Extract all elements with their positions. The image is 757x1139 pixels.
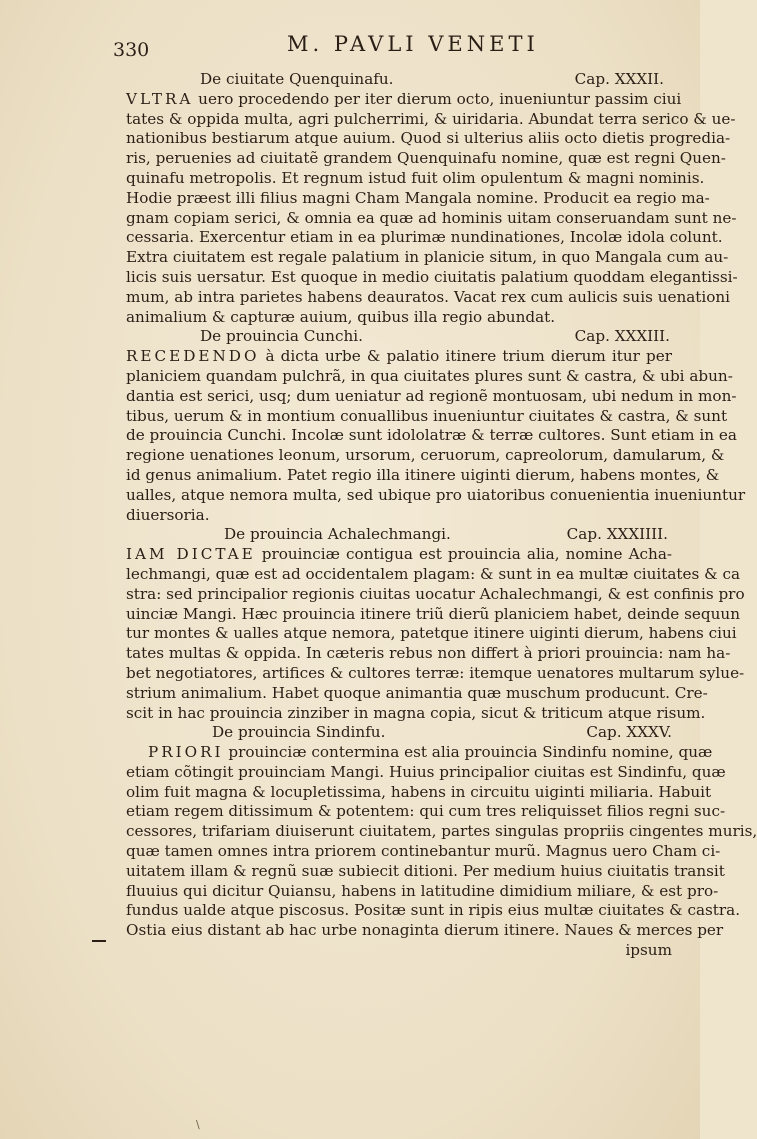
text-line: Ostia eius distant ab hac urbe nonaginta dierum itinere. Naues & merces per xyxy=(126,921,724,940)
margin-mark xyxy=(92,940,106,942)
text-block xyxy=(126,70,757,961)
text-line: bet negotiatores, artifices & cultores terræ: itemque uenatores multarum sylue- xyxy=(126,663,745,682)
text-line: nationibus bestiarum atque auium. Quod si ulterius aliis octo dietis progredia- xyxy=(126,129,731,148)
text-line: uinciæ Mangi. Hæc prouincia itinere triũ dierũ planiciem habet, deinde sequun xyxy=(126,604,740,623)
text-line: cessaria. Exercentur etiam in ea plurimæ nundinationes, Incolæ idola colunt. xyxy=(126,228,723,247)
text-line: mum, ab intra parietes habens deauratos. Vacat rex cum aulicis suis uenationi xyxy=(126,287,731,306)
opening-capitals: PRIORI xyxy=(148,743,224,762)
opening-capitals: VLTRA xyxy=(126,89,194,108)
text-line: planiciem quandam pulchrã, in qua ciuitates plures sunt & castra, & ubi abun- xyxy=(126,366,733,385)
chapter-heading xyxy=(126,327,672,347)
text-line: VLTRA uero procedendo per iter dierum octo, inueniuntur passim ciui xyxy=(126,89,682,108)
text-line: strium animalium. Habet quoque animantia quæ muschum producunt. Cre- xyxy=(126,683,708,702)
text-line: etiam regem ditissimum & potentem: qui cum tres reliquisset filios regni suc- xyxy=(126,802,726,821)
text-line: PRIORI prouinciæ contermina est alia prouincia Sindinfu nomine, quæ xyxy=(148,743,713,762)
text-line: cessores, trifariam diuiserunt ciuitatem, partes singulas propriis cingentes muris, xyxy=(126,822,757,841)
text-line: licis suis uersatur. Est quoque in medio ciuitatis palatium quoddam elegantissi- xyxy=(126,267,738,286)
text-line: tibus, uerum & in montium conuallibus inueniuntur ciuitates & castra, & sunt xyxy=(126,406,728,425)
text-line: tur montes & ualles atque nemora, patetque itinere uiginti dierum, habens ciui xyxy=(126,624,737,643)
text-line: gnam copiam serici, & omnia ea quæ ad hominis uitam conseruandam sunt ne- xyxy=(126,208,737,227)
chapter-number: Cap. XXXIII. xyxy=(574,327,670,346)
text-line: animalium & capturæ auium, quibus illa regio abundat. xyxy=(126,307,556,326)
stray-mark: \ xyxy=(196,1118,200,1131)
chapter-number: Cap. XXXIIII. xyxy=(566,525,668,544)
text-line: stra: sed principalior regionis ciuitas uocatur Achalechmangi, & est confinis pro xyxy=(126,584,745,603)
text-line: uitatem illam & regnũ suæ subiecit ditioni. Per medium huius ciuitatis transit xyxy=(126,861,725,880)
text-line: ualles, atque nemora multa, sed ubique pro uiatoribus conuenientia inueniuntur xyxy=(126,485,746,504)
text-line: de prouincia Cunchi. Incolæ sunt idololatræ & terræ cultores. Sunt etiam in ea xyxy=(126,426,737,445)
chapter-title: De ciuitate Quenquinafu. xyxy=(200,70,394,88)
chapter-number: Cap. XXXV. xyxy=(586,723,672,742)
chapter-title: De prouincia Achalechmangi. xyxy=(224,525,451,544)
text-line: regione uenationes leonum, ursorum, ceruorum, capreolorum, damularum, & xyxy=(126,446,725,465)
text-line: quinafu metropolis. Et regnum istud fuit olim opulentum & magni nominis. xyxy=(126,168,705,187)
text-line: diuersoria. xyxy=(126,505,210,524)
text-line: fundus ualde atque piscosus. Positæ sunt in ripis eius multæ ciuitates & castra. xyxy=(126,901,741,920)
text-line: lechmangi, quæ est ad occidentalem plagam: & sunt in ea multæ ciuitates & ca xyxy=(126,564,741,583)
opening-capitals: IAM DICTAE xyxy=(126,545,256,564)
text-line: Hodie præest illi filius magni Cham Mangala nomine. Producit ea regio ma- xyxy=(126,188,710,207)
running-title: M. PAVLI VENETI xyxy=(287,32,539,56)
text-line: tates multas & oppida. In cæteris rebus non differt à priori prouincia: nam ha- xyxy=(126,644,731,663)
page-number: 330 xyxy=(113,39,150,61)
chapter-title: De prouincia Sindinfu. xyxy=(212,723,386,742)
text-line: id genus animalium. Patet regio illa itinere uiginti dierum, habens montes, & xyxy=(126,465,720,484)
text-line: Extra ciuitatem est regale palatium in planicie situm, in quo Mangala cum au- xyxy=(126,248,729,267)
text-line: fluuius qui dicitur Quiansu, habens in latitudine dimidium miliare, & est pro- xyxy=(126,881,719,900)
chapter-heading xyxy=(126,723,672,743)
text-line: etiam cõtingit prouinciam Mangi. Huius principalior ciuitas est Sindinfu, quæ xyxy=(126,762,726,781)
text-line: tates & oppida multa, agri pulcherrimi, & uiridaria. Abundat terra serico & ue- xyxy=(126,109,736,128)
text-line: olim fuit magna & locupletissima, habens in circuitu uiginti miliaria. Habuit xyxy=(126,782,712,801)
text-line: scit in hac prouincia zinziber in magna copia, sicut & triticum atque risum. xyxy=(126,703,706,722)
chapter-title: De prouincia Cunchi. xyxy=(200,327,363,346)
chapter-heading xyxy=(126,70,672,90)
opening-capitals: RECEDENDO xyxy=(126,347,260,366)
catchword: ipsum xyxy=(625,941,672,960)
text-line: ris, peruenies ad ciuitatẽ grandem Quenquinafu nomine, quæ est regni Quen- xyxy=(126,149,726,168)
text-line: RECEDENDO à dicta urbe & palatio itinere trium dierum itur per xyxy=(126,347,672,366)
chapter-number: Cap. XXXII. xyxy=(574,70,664,88)
text-line: IAM DICTAE prouinciæ contigua est prouincia alia, nomine Acha- xyxy=(126,545,673,564)
text-line: quæ tamen omnes intra priorem continebantur murũ. Magnus uero Cham ci- xyxy=(126,842,721,861)
chapter-heading xyxy=(126,525,672,545)
text-line: dantia est serici, usq; dum ueniatur ad regionẽ montuosam, ubi nedum in mon- xyxy=(126,386,737,405)
